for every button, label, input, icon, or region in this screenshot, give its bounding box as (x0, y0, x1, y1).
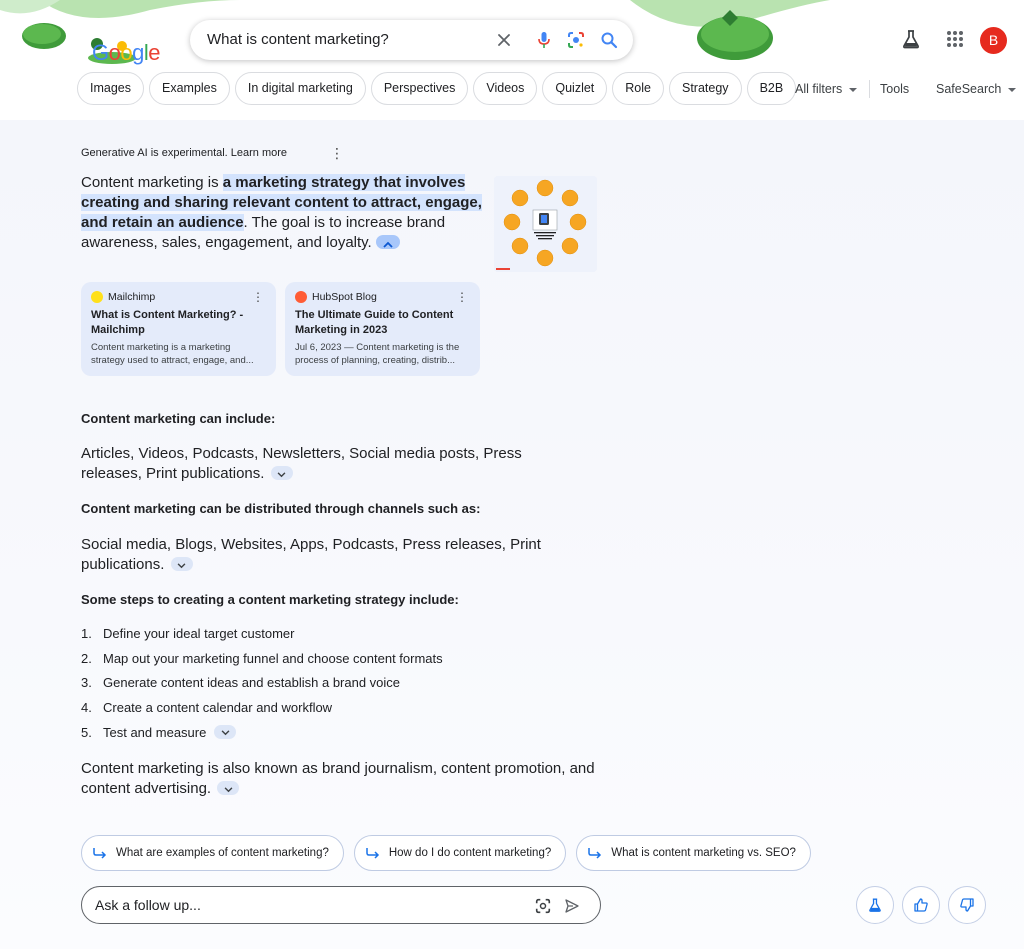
more-options-icon[interactable]: ⋮ (330, 145, 344, 161)
intro-text: Content marketing is (81, 174, 223, 191)
section-heading-include: Content marketing can include: (81, 411, 276, 426)
thumbs-up-button[interactable] (902, 886, 940, 924)
chip-examples[interactable]: Examples (149, 72, 230, 105)
channels-list-text: Social media, Blogs, Websites, Apps, Podcasts, Press releases, Print publications. (81, 536, 541, 573)
source-header (91, 290, 266, 304)
followup-label: What is content marketing vs. SEO? (611, 847, 796, 859)
source-snippet: Jul 6, 2023 — Content marketing is the process of planning, creating, distrib... (295, 342, 460, 366)
list-item (81, 674, 561, 699)
divider (869, 80, 870, 98)
source-site: Mailchimp (108, 291, 156, 303)
steps-list (81, 625, 561, 748)
search-icon[interactable] (599, 30, 619, 50)
logo-letter: g (132, 40, 144, 65)
lens-icon[interactable] (534, 897, 552, 915)
ask-followup-field[interactable] (81, 886, 601, 924)
chip-role[interactable]: Role (612, 72, 664, 105)
thumbs-up-icon (913, 897, 929, 913)
list-item (81, 625, 561, 650)
include-list-text: Articles, Videos, Podcasts, Newsletters, Social media posts, Press releases, Print publications. (81, 445, 522, 482)
chip-perspectives[interactable]: Perspectives (371, 72, 469, 105)
intro-text: . The goal is to increase brand awareness, sales, engagement, and loyalty. (81, 214, 446, 251)
source-menu-icon[interactable]: ⋮ (456, 290, 468, 304)
followup-suggestions (81, 835, 811, 871)
account-avatar[interactable]: B (980, 27, 1007, 54)
generative-ai-notice[interactable]: Generative AI is experimental. Learn more (81, 147, 288, 159)
expand-button[interactable] (171, 557, 193, 571)
followup-how-to[interactable] (354, 835, 566, 871)
section-body-channels (81, 535, 541, 575)
also-known-paragraph (81, 759, 601, 799)
google-wordmark (92, 40, 160, 66)
step-number: 3. (81, 675, 92, 691)
reply-arrow-icon (365, 846, 381, 860)
apps-grid-icon[interactable] (944, 28, 966, 50)
content-marketing-channels-thumbnail[interactable] (494, 176, 597, 272)
google-doodle-logo[interactable] (12, 14, 162, 66)
chip-quizlet[interactable]: Quizlet (542, 72, 607, 105)
followup-label: What are examples of content marketing? (116, 847, 329, 859)
source-snippet: Content marketing is a marketing strategy used to attract, engage, and... (91, 342, 254, 366)
expand-button[interactable] (217, 781, 239, 795)
step-number: 5. (81, 724, 92, 740)
source-header (295, 290, 470, 304)
followup-label: How do I do content marketing? (388, 847, 552, 859)
followup-examples[interactable] (81, 835, 344, 871)
overview-intro (81, 173, 486, 253)
hubspot-favicon-icon (295, 291, 307, 303)
step-text: Create a content calendar and workflow (103, 700, 333, 716)
logo-letter: l (143, 40, 149, 65)
source-title: What is Content Marketing? - Mailchimp (91, 309, 244, 336)
expand-button[interactable] (214, 725, 236, 739)
doodle-leaves-decoration-right (630, 0, 830, 70)
ask-followup-placeholder[interactable]: Ask a follow up... (95, 897, 201, 913)
thumbs-down-button[interactable] (948, 886, 986, 924)
microphone-icon[interactable] (534, 30, 554, 50)
source-card-mailchimp[interactable] (81, 282, 276, 376)
logo-letter: o (108, 40, 121, 65)
chip-strategy[interactable]: Strategy (669, 72, 742, 105)
chip-images[interactable]: Images (77, 72, 144, 105)
tools-button[interactable]: Tools (880, 82, 910, 96)
search-filter-chips (77, 72, 796, 106)
chevron-down-icon (849, 88, 857, 92)
search-header (0, 0, 1024, 120)
step-number: 2. (81, 650, 92, 666)
chip-videos[interactable]: Videos (473, 72, 537, 105)
search-input[interactable]: What is content marketing? (207, 31, 389, 48)
step-text: Map out your marketing funnel and choose content formats (103, 650, 443, 666)
source-menu-icon[interactable]: ⋮ (252, 290, 264, 304)
source-site: HubSpot Blog (312, 291, 377, 303)
step-text: Define your ideal target customer (103, 626, 295, 641)
reply-arrow-icon (92, 846, 108, 860)
logo-letter: o (120, 40, 133, 65)
followup-vs-seo[interactable] (576, 835, 811, 871)
section-body-include (81, 444, 581, 484)
lens-icon[interactable] (566, 30, 586, 50)
intro-highlight: a marketing strategy that involves creating and sharing relevant content to attract, engage, and retain an audience (81, 174, 482, 231)
chevron-down-icon (224, 787, 233, 793)
reply-arrow-icon (587, 846, 603, 860)
list-item (81, 650, 561, 675)
mailchimp-favicon-icon (91, 291, 103, 303)
labs-icon[interactable] (900, 28, 922, 50)
send-icon[interactable] (564, 898, 580, 914)
section-heading-channels: Content marketing can be distributed through channels such as: (81, 501, 481, 516)
clear-icon[interactable] (494, 30, 514, 50)
also-known-text: Content marketing is also known as brand journalism, content promotion, and content advertising. (81, 760, 595, 797)
step-text: Generate content ideas and establish a brand voice (103, 675, 401, 691)
step-number: 4. (81, 700, 92, 716)
expand-button[interactable] (271, 466, 293, 480)
chevron-down-icon (221, 730, 230, 736)
search-box[interactable] (190, 20, 633, 60)
source-card-hubspot[interactable] (285, 282, 480, 376)
chevron-down-icon (1008, 88, 1016, 92)
chevron-down-icon (177, 563, 186, 569)
chip-b2b[interactable]: B2B (747, 72, 797, 105)
step-number: 1. (81, 626, 92, 641)
thumbs-down-icon (959, 897, 975, 913)
step-text: Test and measure (103, 724, 207, 740)
safesearch-dropdown[interactable] (936, 82, 1016, 96)
safesearch-label: SafeSearch (936, 82, 1002, 96)
all-filters-dropdown[interactable] (795, 82, 857, 96)
logo-letter: G (92, 40, 109, 65)
labs-feedback-button[interactable] (856, 886, 894, 924)
chevron-up-icon (383, 241, 393, 248)
list-item (81, 724, 561, 749)
all-filters-label: All filters (795, 82, 843, 96)
list-item (81, 699, 561, 724)
section-heading-steps: Some steps to creating a content marketing strategy include: (81, 592, 459, 607)
logo-letter: e (148, 40, 161, 65)
collapse-button[interactable] (376, 235, 400, 249)
chevron-down-icon (277, 472, 286, 478)
labs-icon (867, 897, 883, 913)
chip-in-digital-marketing[interactable]: In digital marketing (235, 72, 366, 105)
source-title: The Ultimate Guide to Content Marketing in 2023 (295, 309, 454, 336)
